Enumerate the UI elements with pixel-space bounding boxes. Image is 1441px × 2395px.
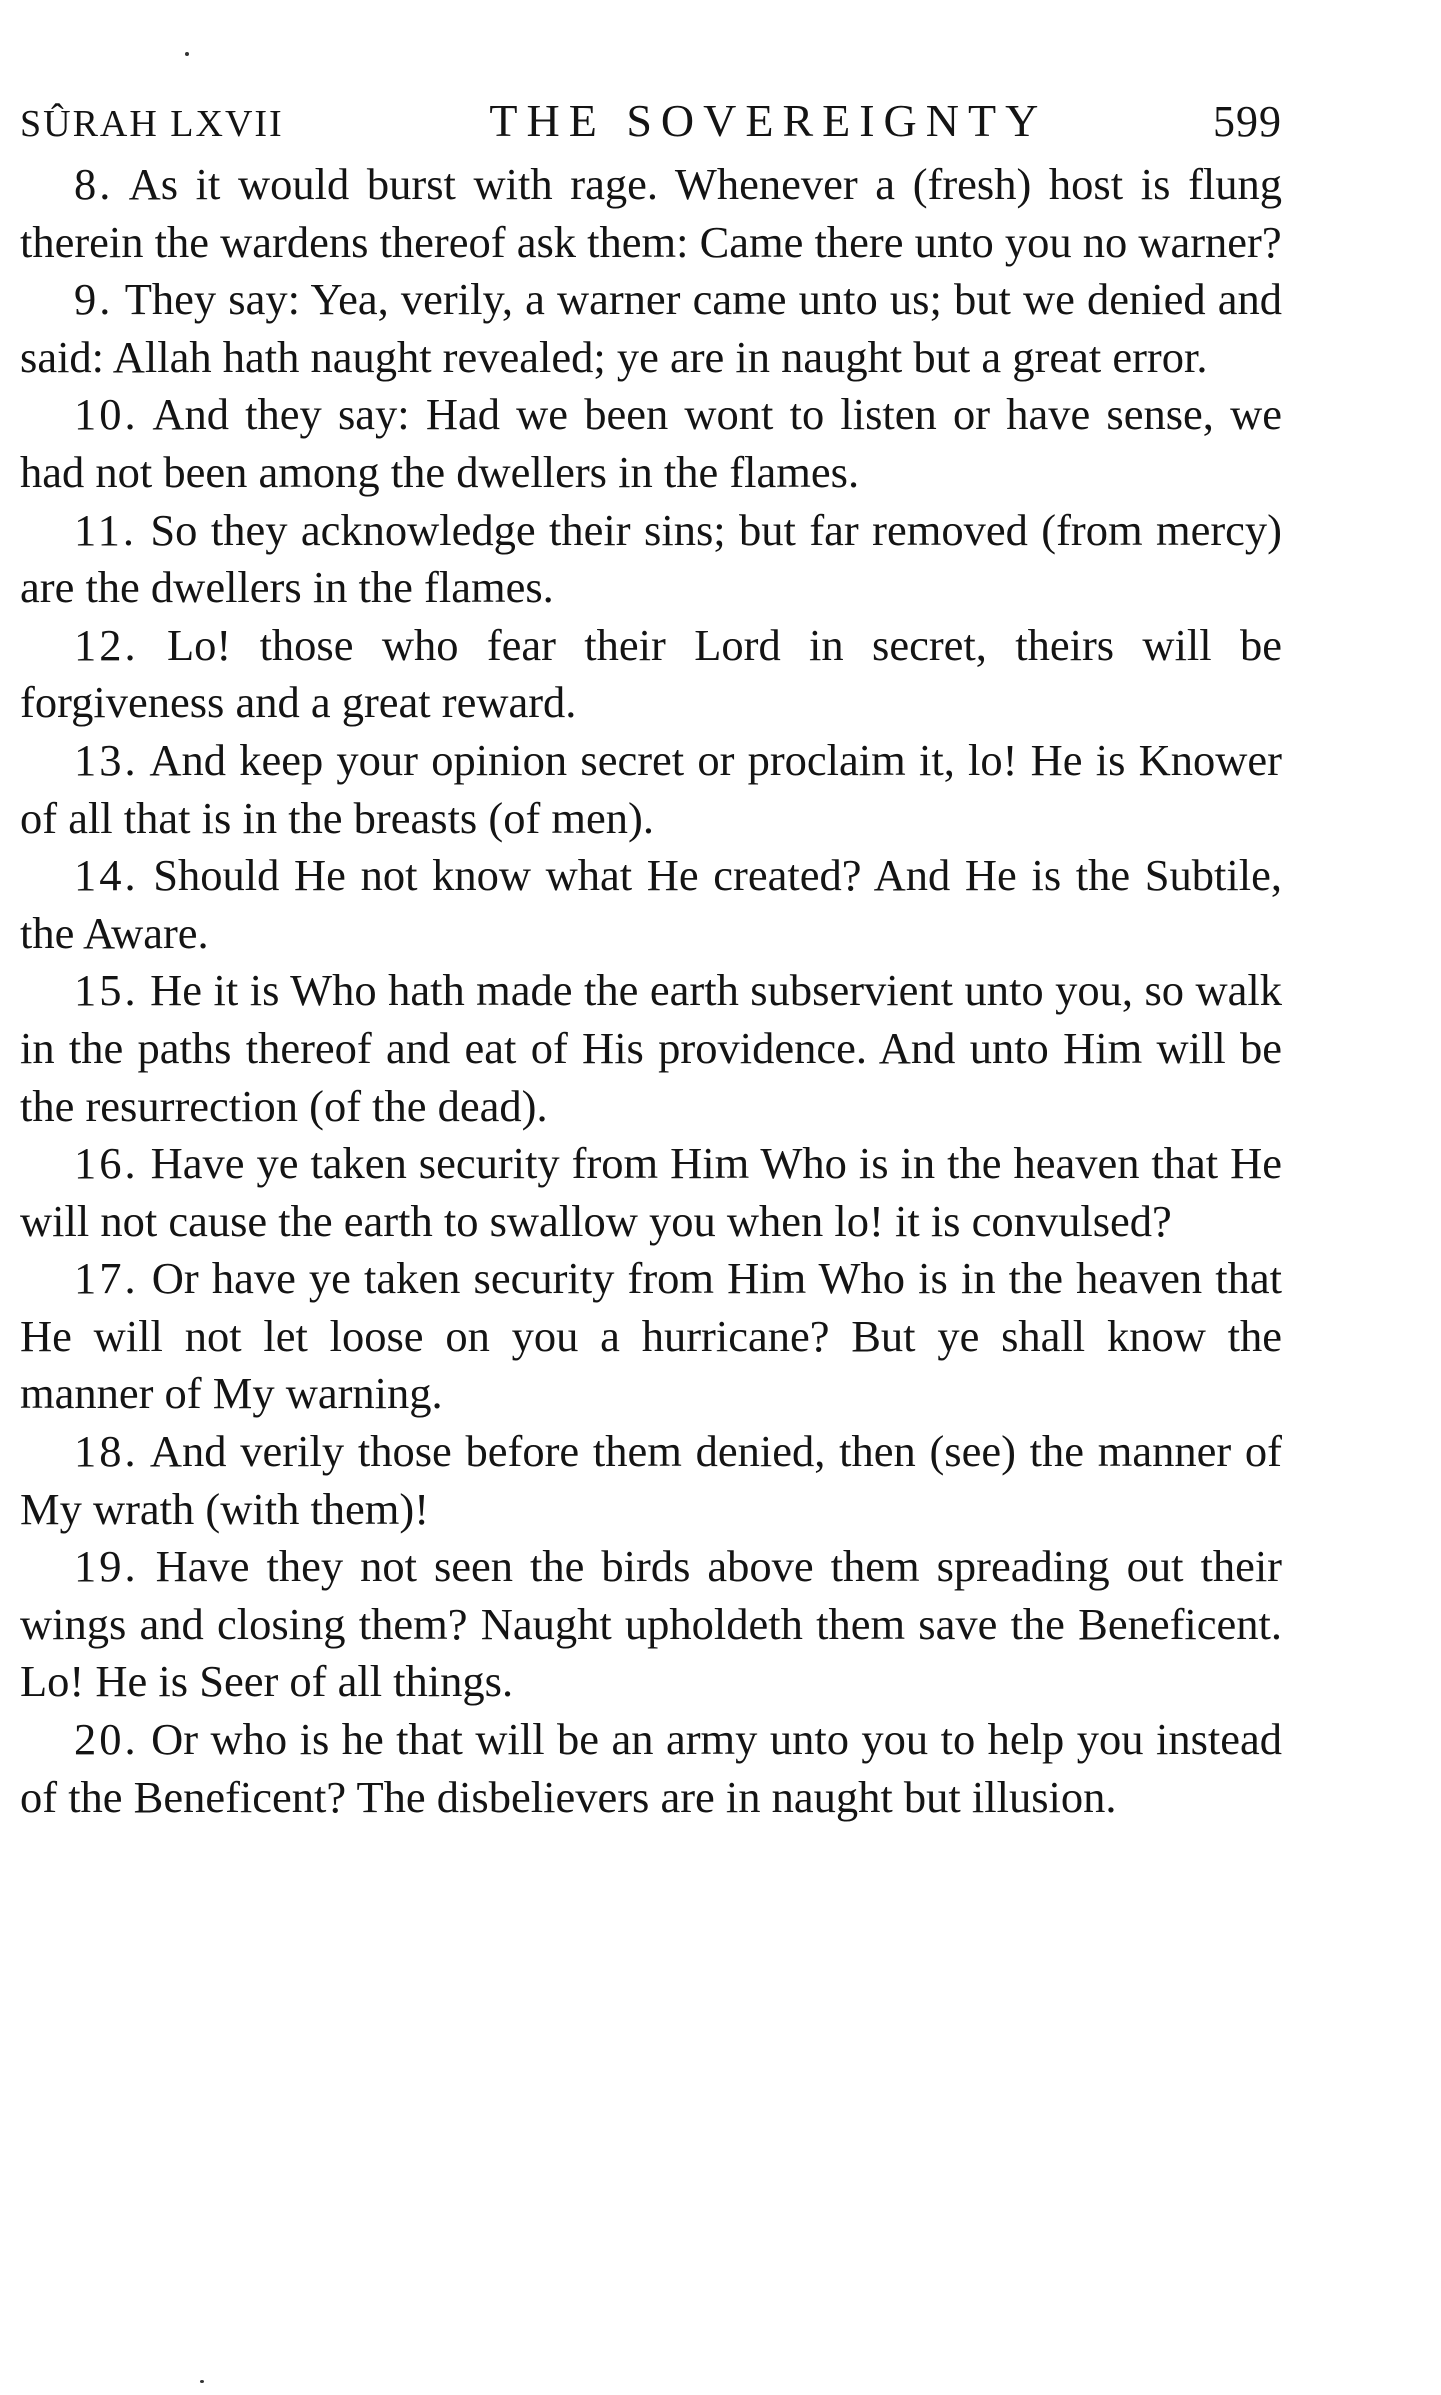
verse-text: So they acknowledge their sins; but far removed (from mercy) are the dwellers in the flames. xyxy=(20,504,1282,613)
verse xyxy=(20,732,1282,847)
verse xyxy=(20,962,1282,1135)
verse xyxy=(20,271,1282,386)
verse xyxy=(20,502,1282,617)
verse-text: They say: Yea, verily, a warner came unto us; but we denied and said: Allah hath naught revealed; ye are in naught but a great error. xyxy=(20,274,1282,382)
verse-text: Or who is he that will be an army unto you to help you instead of the Beneficent? The disbelievers are in naught but illusion. xyxy=(20,1714,1283,1822)
verse xyxy=(20,1538,1282,1711)
verse-number: 10. xyxy=(74,389,139,440)
surah-label: SÛRAH LXVII xyxy=(20,103,284,145)
verse-number: 14. xyxy=(74,850,139,901)
verse-number: 12. xyxy=(74,619,139,670)
verse-number: 15. xyxy=(74,965,139,1016)
verse-text: Or have ye taken security from Him Who is in the heaven that He will not let loose on you a hurricane? But ye shall know the manner of My warning. xyxy=(20,1253,1282,1419)
verse-number: 13. xyxy=(74,734,139,785)
verse-text: He it is Who hath made the earth subservient unto you, so walk in the paths thereof and eat of His providence. And unto Him will be the resurrection (of the dead). xyxy=(20,965,1283,1131)
verse-number: 16. xyxy=(74,1138,139,1189)
scan-speck xyxy=(200,2380,204,2383)
verse-text: Have they not seen the birds above them spreading out their wings and closing them? Naught upholdeth them save the Beneficent. Lo! He is Seer of all things. xyxy=(20,1541,1282,1707)
verse-number: 18. xyxy=(74,1426,139,1477)
running-head xyxy=(20,90,1282,152)
verse-number: 11. xyxy=(74,504,137,555)
book-page xyxy=(20,90,1282,1826)
verse-number: 9. xyxy=(74,274,114,325)
verse-text: Lo! those who fear their Lord in secret, theirs will be forgiveness and a great reward. xyxy=(20,619,1282,728)
verse-number: 20. xyxy=(74,1714,139,1765)
verse-text: Should He not know what He created? And He is the Subtile, the Aware. xyxy=(20,850,1283,958)
verse xyxy=(20,1711,1282,1826)
verse xyxy=(20,1250,1282,1423)
verse xyxy=(20,156,1282,271)
chapter-title: THE SOVEREIGNTY xyxy=(489,95,1048,146)
verse-text: And they say: Had we been wont to listen or have sense, we had not been among the dwellers in the flames. xyxy=(20,389,1282,497)
verse xyxy=(20,1423,1282,1538)
verse-number: 17. xyxy=(74,1253,139,1304)
verse xyxy=(20,1135,1282,1250)
verse-number: 8. xyxy=(74,159,114,209)
verse xyxy=(20,617,1282,732)
verse-list xyxy=(20,156,1282,1826)
page-number: 599 xyxy=(1213,97,1282,146)
verse-text: As it would burst with rage. Whenever a (fresh) host is flung therein the wardens thereof ask them: Came there unto you no warner? xyxy=(20,159,1282,267)
verse xyxy=(20,847,1282,962)
verse-text: And verily those before them denied, then (see) the manner of My wrath (with them)! xyxy=(20,1426,1283,1534)
verse-text: And keep your opinion secret or proclaim it, lo! He is Knower of all that is in the breasts (of men). xyxy=(20,734,1282,843)
scan-speck xyxy=(185,52,189,56)
verse-number: 19. xyxy=(74,1541,139,1592)
verse xyxy=(20,386,1282,501)
verse-text: Have ye taken security from Him Who is in the heaven that He will not cause the earth to swallow you when lo! it is convulsed? xyxy=(20,1138,1283,1246)
